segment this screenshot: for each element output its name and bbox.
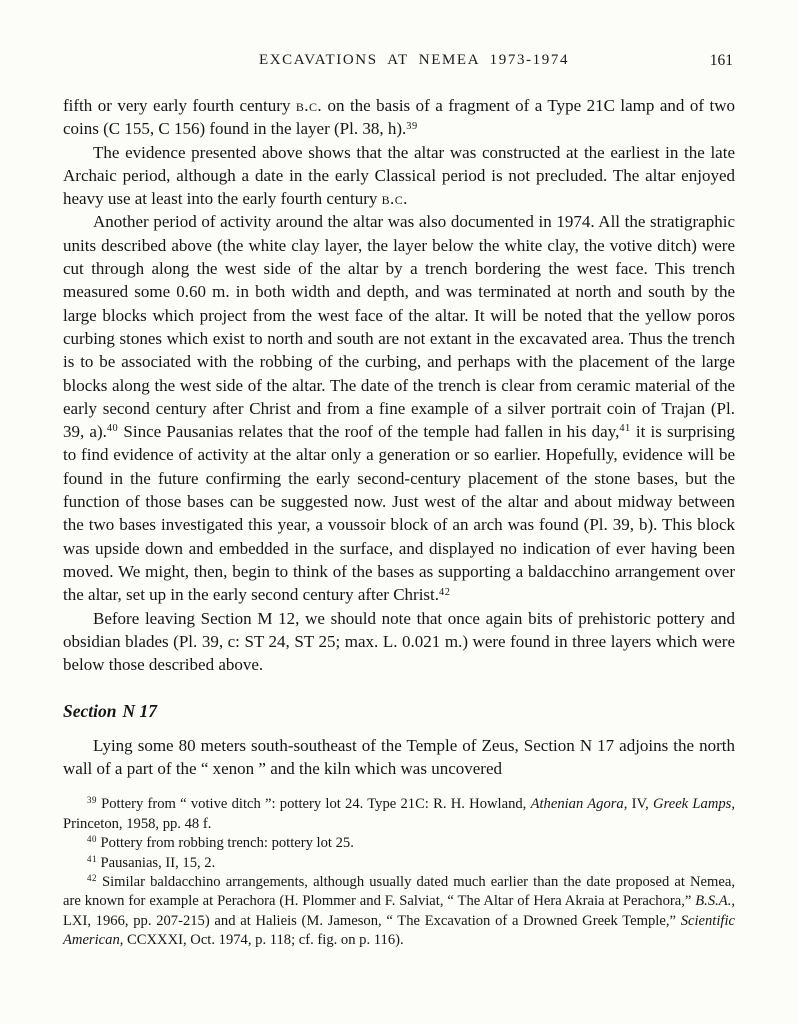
paragraph bbox=[63, 210, 735, 606]
text-segment: fifth or very early fourth century bbox=[63, 96, 296, 115]
text-segment: , Princeton, 1958, pp. 48 f. bbox=[63, 796, 735, 832]
footnote bbox=[63, 795, 735, 834]
italic-text-segment: Athenian Agora bbox=[530, 796, 624, 813]
small-caps-segment: b.c. bbox=[295, 96, 323, 115]
small-caps-segment: b.c. bbox=[381, 189, 408, 209]
footnote-marker: 41 bbox=[87, 853, 97, 864]
text-segment: Since Pausanias relates that the roof of the temple had fallen in his day, bbox=[118, 422, 620, 442]
footnote-marker: 39 bbox=[87, 795, 97, 806]
text-segment: , IV, bbox=[623, 796, 654, 813]
footnote bbox=[63, 873, 735, 951]
text-segment: Another period of activity around the altar was also documented in 1974. All the stratigraphic units described above (the white clay layer, the layer below the white clay, the votive ditch) were cut through along the west side of the altar by a trench bordering the west face. This trench measured some 0.60 m. in both width and depth, and was terminated at north and south by the large blocks which project from the west face of the altar. It will be noted that the yellow poros curbing stones which exist to north and south are not extant in the excavated area. Thus the trench is to be associated with the robbing of the curbing, and perhaps with the placement of the large blocks along the west side of the altar. The date of the trench is clear from ceramic material of the early second century after Christ and from a fine example of a silver portrait coin of Trajan (Pl. 39, a). bbox=[63, 212, 735, 442]
page-header bbox=[63, 52, 735, 76]
article-body bbox=[63, 94, 735, 780]
footnote bbox=[63, 834, 735, 853]
page-number: 161 bbox=[709, 52, 733, 69]
footnote-marker: 41 bbox=[619, 423, 631, 435]
footnote-marker: 40 bbox=[106, 423, 119, 435]
section-heading bbox=[63, 700, 735, 723]
footnotes bbox=[63, 795, 735, 950]
paragraph bbox=[63, 141, 735, 211]
text-segment: Lying some 80 meters south-southeast of the Temple of Zeus, Section N 17 adjoins the north wall of a part of the “ xenon ” and the kiln which was uncovered bbox=[63, 735, 735, 779]
footnote bbox=[63, 854, 735, 873]
text-segment: , LXI, 1966, pp. 207-215) and at Halieis (M. Jameson, “ The Excavation of a Drowned Greek Temple,” bbox=[63, 893, 735, 929]
text-segment: it is surprising to find evidence of activity at the altar only a generation or so earlier. Hopefully, evidence will be found in the future confirming the early second-century placement of the stone bases, but the function of those bases can be suggested now. Just west of the altar and about midway between the two bases investigated this year, a voussoir block of an arch was found (Pl. 39, b). This block was upside down and embedded in the surface, and displayed no indication of ever having been moved. We might, then, begin to think of the bases as supporting a baldacchino arrangement over the altar, set up in the early second century after Christ. bbox=[63, 422, 735, 605]
footnote-marker: 42 bbox=[439, 586, 451, 598]
text-segment: Pottery from robbing trench: pottery lot 25. bbox=[96, 835, 354, 852]
footnote-marker: 39 bbox=[406, 120, 418, 132]
text-segment: The evidence presented above shows that the altar was constructed at the earliest in the late Archaic period, although a date in the early Classical period is not precluded. The altar enjoyed heavy use at least into the early fourth century bbox=[63, 142, 735, 209]
paragraph bbox=[63, 94, 735, 141]
italic-text-segment: Scientific American bbox=[63, 912, 735, 949]
section-heading-number: N 17 bbox=[122, 701, 157, 722]
text-segment: on the basis of a fragment of a Type 21C lamp and of two coins (C 155, C 156) found in the layer (Pl. 38, h). bbox=[63, 96, 735, 139]
section-heading-label: Section bbox=[63, 701, 117, 722]
footnote-marker: 40 bbox=[87, 834, 97, 845]
running-title: EXCAVATIONS AT NEMEA 1973-1974 bbox=[258, 52, 570, 68]
text-segment: , CCXXXI, Oct. 1974, p. 118; cf. fig. on p. 116). bbox=[119, 932, 404, 949]
italic-text-segment: B.S.A. bbox=[695, 893, 732, 910]
paragraph bbox=[63, 607, 735, 677]
text-segment: Pausanias, II, 15, 2. bbox=[96, 854, 216, 871]
text-segment: Pottery from “ votive ditch ”: pottery lot 24. Type 21C: R. H. Howland, bbox=[96, 796, 531, 813]
footnote-marker: 42 bbox=[87, 873, 97, 884]
paragraph bbox=[63, 734, 735, 781]
italic-text-segment: Greek Lamps bbox=[653, 796, 732, 813]
text-segment: Before leaving Section M 12, we should note that once again bits of prehistoric pottery and obsidian blades (Pl. 39, c: ST 24, ST 25; max. L. 0.021 m.) were found in three layers which were below those described above. bbox=[63, 608, 735, 675]
text-segment: Similar baldacchino arrangements, although usually dated much earlier than the date proposed at Nemea, are known for example at Perachora (H. Plommer and F. Salviat, “ The Altar of Hera Akraia at Perachora,” bbox=[63, 873, 735, 910]
